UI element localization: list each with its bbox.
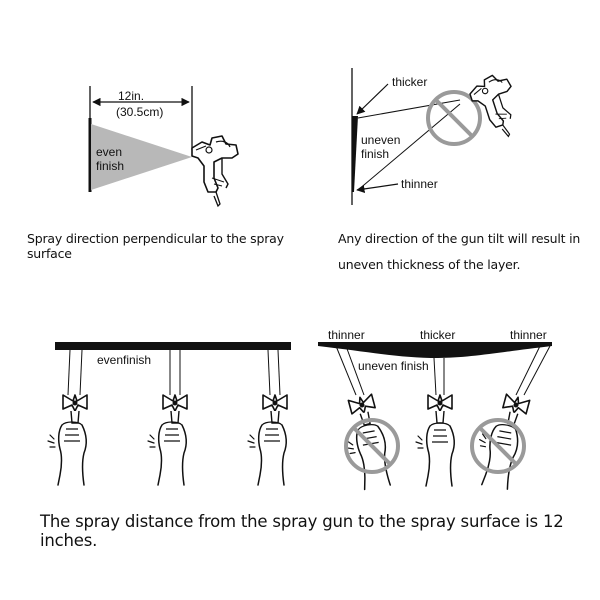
panel3-ceiling [55,342,291,350]
panel3-gun-left [48,350,87,485]
panel-perpendicular [90,86,238,206]
spray-gun-icon [192,136,238,206]
hand-icon [148,422,186,485]
panel2-caption-line1: Any direction of the gun tilt will result in [338,231,581,246]
panel4-right-label: thinner [510,328,547,342]
spray-gun-icon [428,395,452,423]
panel2-thinner-arrow [357,184,398,190]
panel-uneven-overhead [318,328,552,491]
panel1-distance-metric: (30.5cm) [116,105,164,119]
panel1-caption: Spray direction perpendicular to the spray surface [27,231,284,261]
prohibited-icon [346,420,398,472]
spray-gun-icon [263,395,287,423]
panel2-caption-line2: uneven thickness of the layer. [338,257,521,272]
panel1-finish-line1: even [96,145,123,159]
panel4-uneven-coat [318,342,552,358]
panel2-thicker-label: thicker [392,75,428,89]
panel4-gun-right [472,346,550,490]
hand-icon [248,422,286,485]
spray-gun-icon [163,395,187,423]
panel4-finish-label: uneven finish [358,359,429,373]
panel-even-overhead [48,342,291,485]
panel3-gun-center [148,350,187,485]
footer-caption: The spray distance from the spray gun to the spray surface is 12 inches. [40,512,564,550]
panel2-thicker-arrow [357,84,388,114]
panel3-gun-right [248,350,287,485]
panel2-thinner-label: thinner [401,177,438,191]
panel1-finish-line2: finish [96,159,125,173]
panel-tilt [352,68,526,205]
panel1-distance-label: 12in. [118,89,145,103]
panel2-finish-line2: finish [361,147,390,161]
hand-icon [472,421,521,490]
panel4-gun-center [416,358,454,486]
prohibited-icon [472,420,524,472]
panel3-finish-label: evenfinish [97,353,152,367]
hand-icon [48,422,86,485]
panel2-finish-line1: uneven [361,133,401,147]
hand-icon [416,423,454,486]
panel4-center-label: thicker [420,328,456,342]
spray-gun-icon [63,395,87,423]
panel4-left-label: thinner [328,328,365,342]
panel2-uneven-coat [352,116,358,192]
